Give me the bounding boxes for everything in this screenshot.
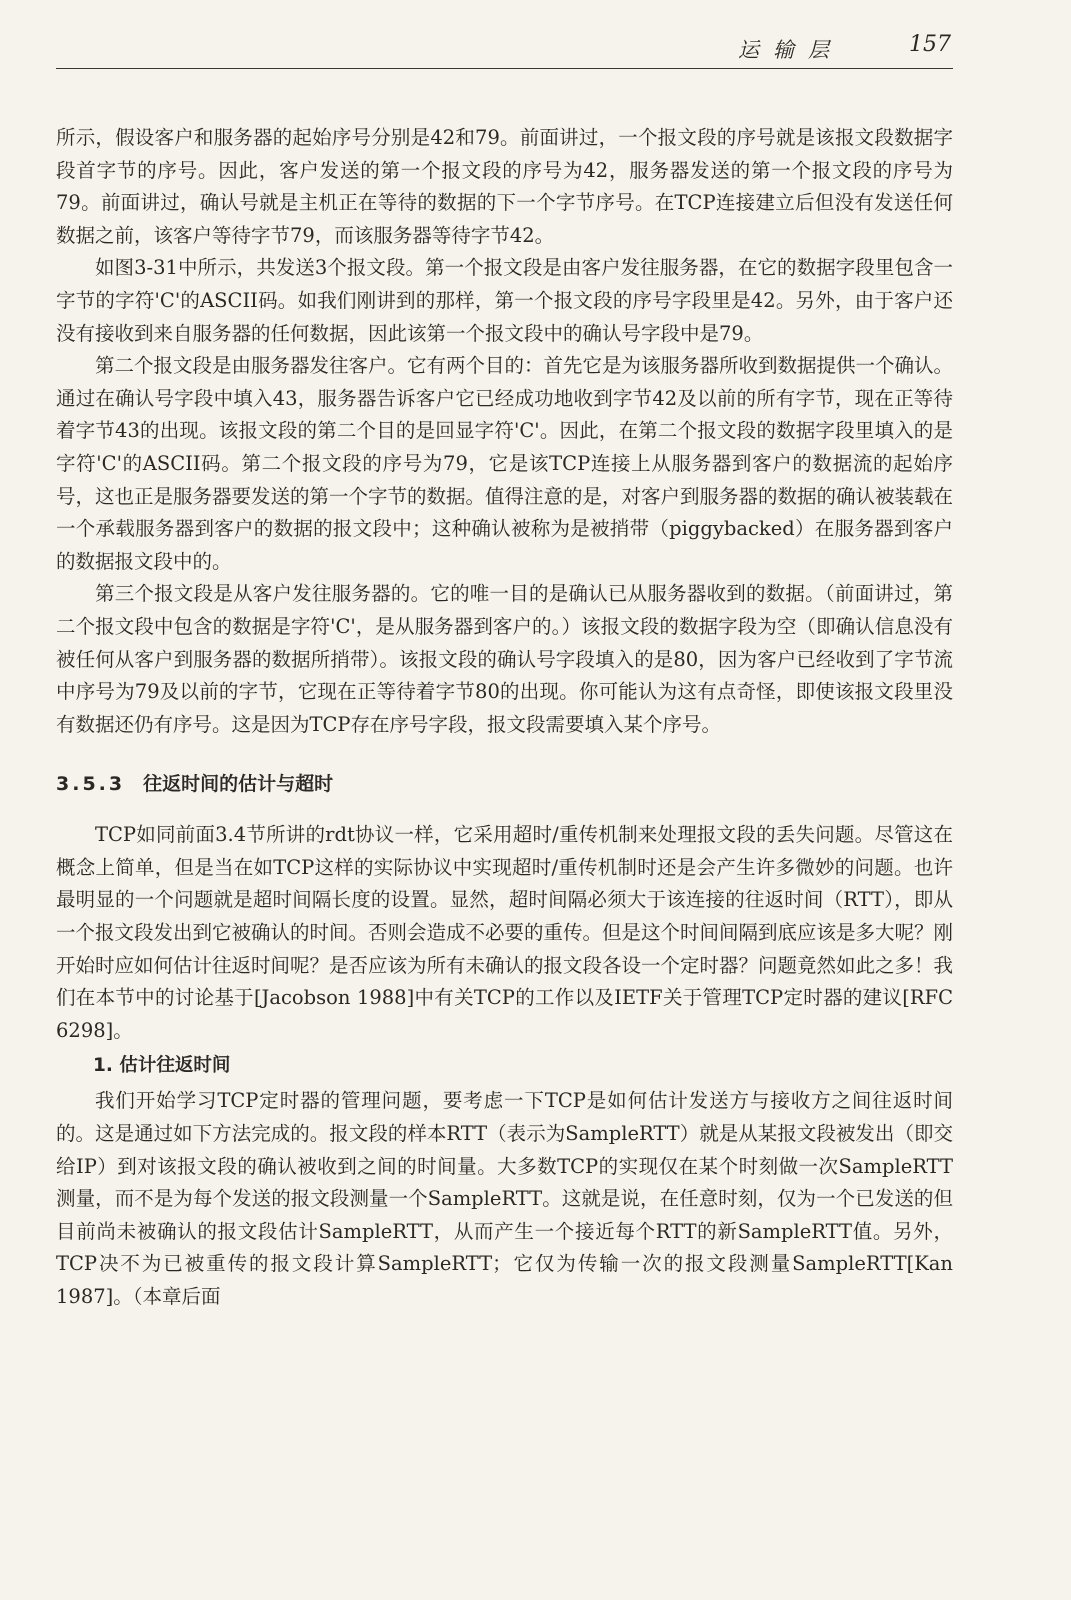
paragraph-1: 所示，假设客户和服务器的起始序号分别是42和79。前面讲过，一个报文段的序号就是该报文段数据字段首字节的序号。因此，客户发送的第一个报文段的序号为42，服务器发送的第一个报文段的序号为79。前面讲过，确认号就是主机正在等待的数据的下一个字节序号。在TCP连接建立后但没有发送任何数据之前，该客户等待字节79，而该服务器等待字节42。 bbox=[56, 126, 953, 247]
page-body bbox=[56, 122, 953, 1314]
running-header bbox=[56, 34, 953, 69]
running-title: 运输层 bbox=[738, 38, 843, 62]
paragraph-4: 第三个报文段是从客户发往服务器的。它的唯一目的是确认已从服务器收到的数据。（前面讲过，第二个报文段中包含的数据是字符'C'，是从服务器到客户的。）该报文段的数据字段为空（即确认信息没有被任何从客户到服务器的数据所捎带）。该报文段的确认号字段填入的是80，因为客户已经收到了字节流中序号为79及以前的字节，它现在正等待着字节80的出现。你可能认为这有点奇怪，即使该报文段里没有数据还仍有序号。这是因为TCP存在序号字段，报文段需要填入某个序号。 bbox=[56, 582, 953, 736]
section-heading bbox=[56, 769, 953, 799]
section-number: 3.5.3 bbox=[56, 773, 126, 796]
paragraph-2: 如图3-31中所示，共发送3个报文段。第一个报文段是由客户发往服务器，在它的数据字段里包含一字节的字符'C'的ASCII码。如我们刚讲到的那样，第一个报文段的序号字段里是42。另外，由于客户还没有接收到来自服务器的任何数据，因此该第一个报文段中的确认号字段中是79。 bbox=[56, 256, 953, 345]
subsection-heading: 1. 估计往返时间 bbox=[93, 1055, 231, 1077]
paragraph-6: 我们开始学习TCP定时器的管理问题，要考虑一下TCP是如何估计发送方与接收方之间往返时间的。这是通过如下方法完成的。报文段的样本RTT（表示为SampleRTT）就是从某报文段被发出（即交给IP）到对该报文段的确认被收到之间的时间量。大多数TCP的实现仅在某个时刻做一次SampleRTT测量，而不是为每个发送的报文段测量一个SampleRTT。这就是说，在任意时刻，仅为一个已发送的但目前尚未被确认的报文段估计SampleRTT，从而产生一个接近每个RTT的新SampleRTT值。另外，TCP决不为已被重传的报文段计算SampleRTT；它仅为传输一次的报文段测量SampleRTT[Kan 1987]。（本章后面 bbox=[56, 1089, 953, 1308]
paragraph-5: TCP如同前面3.4节所讲的rdt协议一样，它采用超时/重传机制来处理报文段的丢失问题。尽管这在概念上简单，但是当在如TCP这样的实际协议中实现超时/重传机制时还是会产生许多微妙的问题。也许最明显的一个问题就是超时间隔长度的设置。显然，超时间隔必须大于该连接的往返时间（RTT），即从一个报文段发出到它被确认的时间。否则会造成不必要的重传。但是这个时间间隔到底应该是多大呢？刚开始时应如何估计往返时间呢？是否应该为所有未确认的报文段各设一个定时器？问题竟然如此之多！我们在本节中的讨论基于[Jacobson 1988]中有关TCP的工作以及IETF关于管理TCP定时器的建议[RFC 6298]。 bbox=[56, 823, 954, 1042]
paragraph-3: 第二个报文段是由服务器发往客户。它有两个目的：首先它是为该服务器所收到数据提供一个确认。通过在确认号字段中填入43，服务器告诉客户它已经成功地收到字节42及以前的所有字节，现在正等待着字节43的出现。该报文段的第二个目的是回显字符'C'。因此，在第二个报文段的数据字段里填入的是字符'C'的ASCII码。第二个报文段的序号为79，它是该TCP连接上从服务器到客户的数据流的起始序号，这也正是服务器要发送的第一个字节的数据。值得注意的是，对客户到服务器的数据的确认被装载在一个承载服务器到客户的数据的报文段中；这种确认被称为是被捎带（piggybacked）在服务器到客户的数据报文段中的。 bbox=[56, 354, 954, 573]
page-number: 157 bbox=[909, 32, 951, 57]
section-title: 往返时间的估计与超时 bbox=[143, 773, 334, 796]
